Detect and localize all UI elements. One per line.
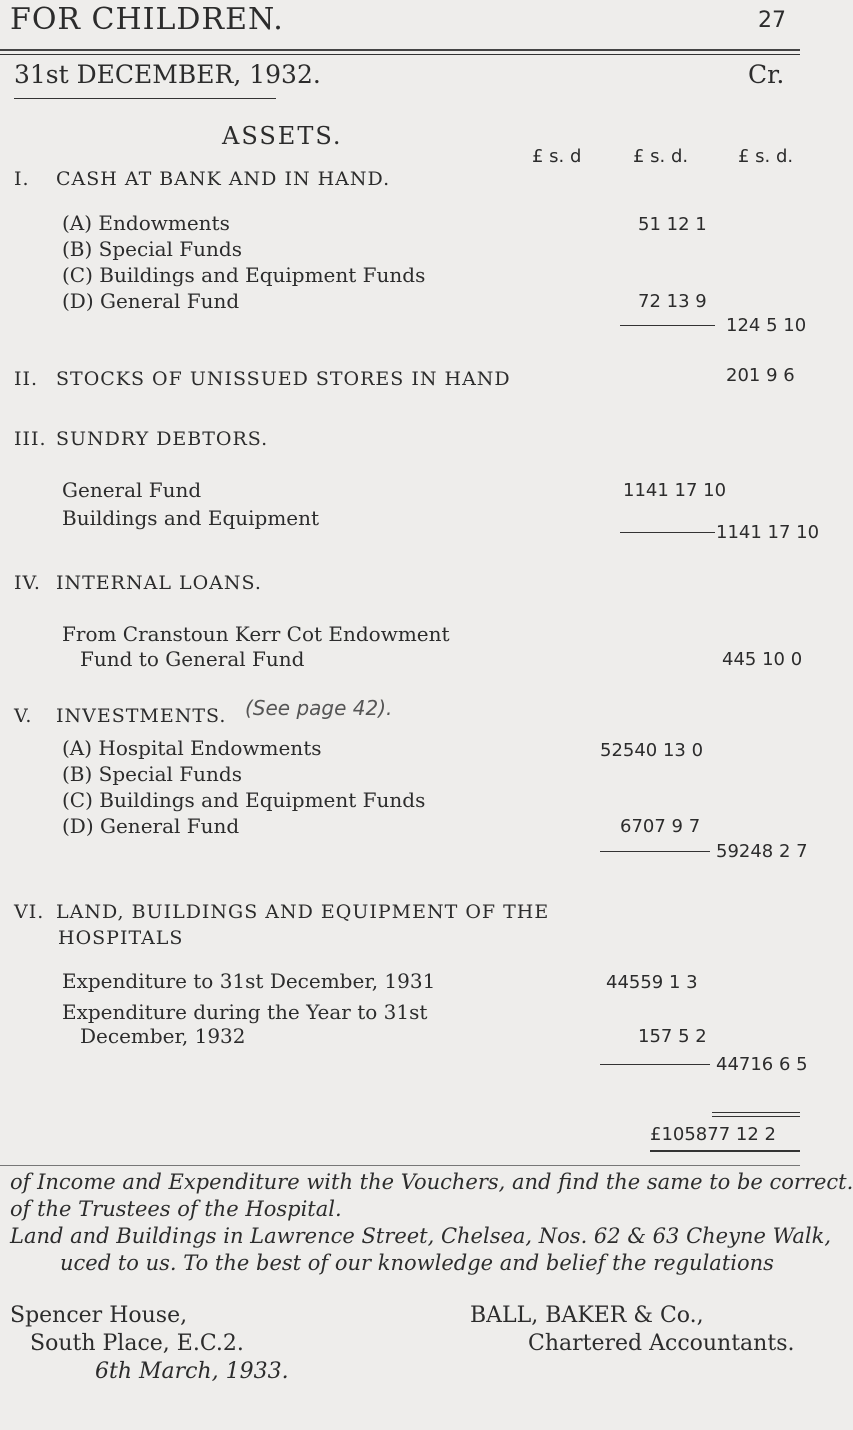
statement-date: 31st DECEMBER, 1932. <box>14 60 321 89</box>
header-rule-2 <box>0 54 800 55</box>
section-num-iv: IV. <box>14 572 41 594</box>
address-line-1: Spencer House, <box>10 1303 188 1328</box>
investment-special-funds: (B) Special Funds <box>62 762 242 786</box>
certificate-line-2: of the Trustees of the Hospital. <box>10 1197 342 1221</box>
firm-name: BALL, BAKER & Co., <box>470 1303 704 1328</box>
certificate-line-3: Land and Buildings in Lawrence Street, Chelsea, Nos. 62 & 63 Cheyne Walk, <box>10 1224 831 1248</box>
total-land-buildings: 44716 6 5 <box>716 1054 808 1075</box>
item-special-funds: (B) Special Funds <box>62 237 242 261</box>
item-endowments: (A) Endowments <box>62 211 230 235</box>
page-number: 27 <box>758 8 786 33</box>
subtotal-rule <box>620 325 715 326</box>
item-general-fund: (D) General Fund <box>62 289 240 313</box>
signature-date: 6th March, 1933. <box>95 1359 289 1384</box>
date-underline <box>14 98 276 99</box>
credit-label: Cr. <box>748 60 785 89</box>
loan-line-2: Fund to General Fund <box>80 647 305 671</box>
loan-line-1: From Cranstoun Kerr Cot Endowment <box>62 622 450 646</box>
subtotal-rule <box>600 1064 710 1065</box>
amount-investment-general: 6707 9 7 <box>620 816 701 837</box>
grand-total-rule <box>712 1112 800 1113</box>
section-title-land-2: HOSPITALS <box>58 927 184 949</box>
amount-general-fund: 72 13 9 <box>638 291 707 312</box>
section-title-investments: INVESTMENTS. <box>56 705 227 727</box>
section-num-ii: II. <box>14 368 39 390</box>
section-num-v: V. <box>14 705 33 727</box>
section-title-debtors: SUNDRY DEBTORS. <box>56 428 269 450</box>
handwritten-page-note: (See page 42). <box>245 696 393 720</box>
investment-hospital-endowments: (A) Hospital Endowments <box>62 736 322 760</box>
section-num-iii: III. <box>14 428 47 450</box>
amount-debtors: 1141 17 10 <box>623 480 727 501</box>
certificate-line-4: uced to us. To the best of our knowledge and belief the regulations <box>60 1251 774 1275</box>
grand-total-underline <box>650 1150 800 1152</box>
investment-buildings: (C) Buildings and Equipment Funds <box>62 788 426 812</box>
col-head-3: £ s. d. <box>738 146 794 167</box>
section-num-i: I. <box>14 168 30 190</box>
subtotal-rule <box>600 851 710 852</box>
debtor-buildings: Buildings and Equipment <box>62 506 320 530</box>
section-title-loans: INTERNAL LOANS. <box>56 572 262 594</box>
total-cash: 124 5 10 <box>726 315 807 336</box>
amount-endowments: 51 12 1 <box>638 214 707 235</box>
total-loans: 445 10 0 <box>722 649 803 670</box>
col-head-2: £ s. d. <box>633 146 689 167</box>
assets-heading: ASSETS. <box>222 122 343 150</box>
col-head-1: £ s. d <box>532 146 582 167</box>
amount-expenditure-1932: 157 5 2 <box>638 1026 707 1047</box>
total-debtors: 1141 17 10 <box>716 522 820 543</box>
subtotal-rule <box>620 532 715 533</box>
section-title-cash: CASH AT BANK AND IN HAND. <box>56 168 391 190</box>
grand-total: £105877 12 2 <box>650 1124 776 1145</box>
certificate-line-1: of Income and Expenditure with the Vouchers, and find the same to be correct. <box>10 1170 853 1194</box>
land-line-2: Expenditure during the Year to 31st <box>62 1000 428 1024</box>
address-line-2: South Place, E.C.2. <box>30 1331 244 1356</box>
amount-hospital-endowments: 52540 13 0 <box>600 740 704 761</box>
item-buildings-equipment: (C) Buildings and Equipment Funds <box>62 263 426 287</box>
firm-designation: Chartered Accountants. <box>528 1331 795 1356</box>
section-num-vi: VI. <box>14 901 45 923</box>
grand-total-rule-2 <box>712 1116 800 1117</box>
investment-general-fund: (D) General Fund <box>62 814 240 838</box>
land-line-3: December, 1932 <box>80 1024 246 1048</box>
land-line-1: Expenditure to 31st December, 1931 <box>62 969 436 993</box>
section-title-land: LAND, BUILDINGS AND EQUIPMENT OF THE <box>56 901 550 923</box>
header-rule <box>0 49 800 51</box>
total-investments: 59248 2 7 <box>716 841 808 862</box>
total-stores: 201 9 6 <box>726 365 795 386</box>
debtor-general-fund: General Fund <box>62 478 202 502</box>
section-divider <box>0 1165 800 1166</box>
amount-expenditure-1931: 44559 1 3 <box>606 972 698 993</box>
running-title: FOR CHILDREN. <box>10 2 284 37</box>
section-title-stores: STOCKS OF UNISSUED STORES IN HAND <box>56 368 511 390</box>
